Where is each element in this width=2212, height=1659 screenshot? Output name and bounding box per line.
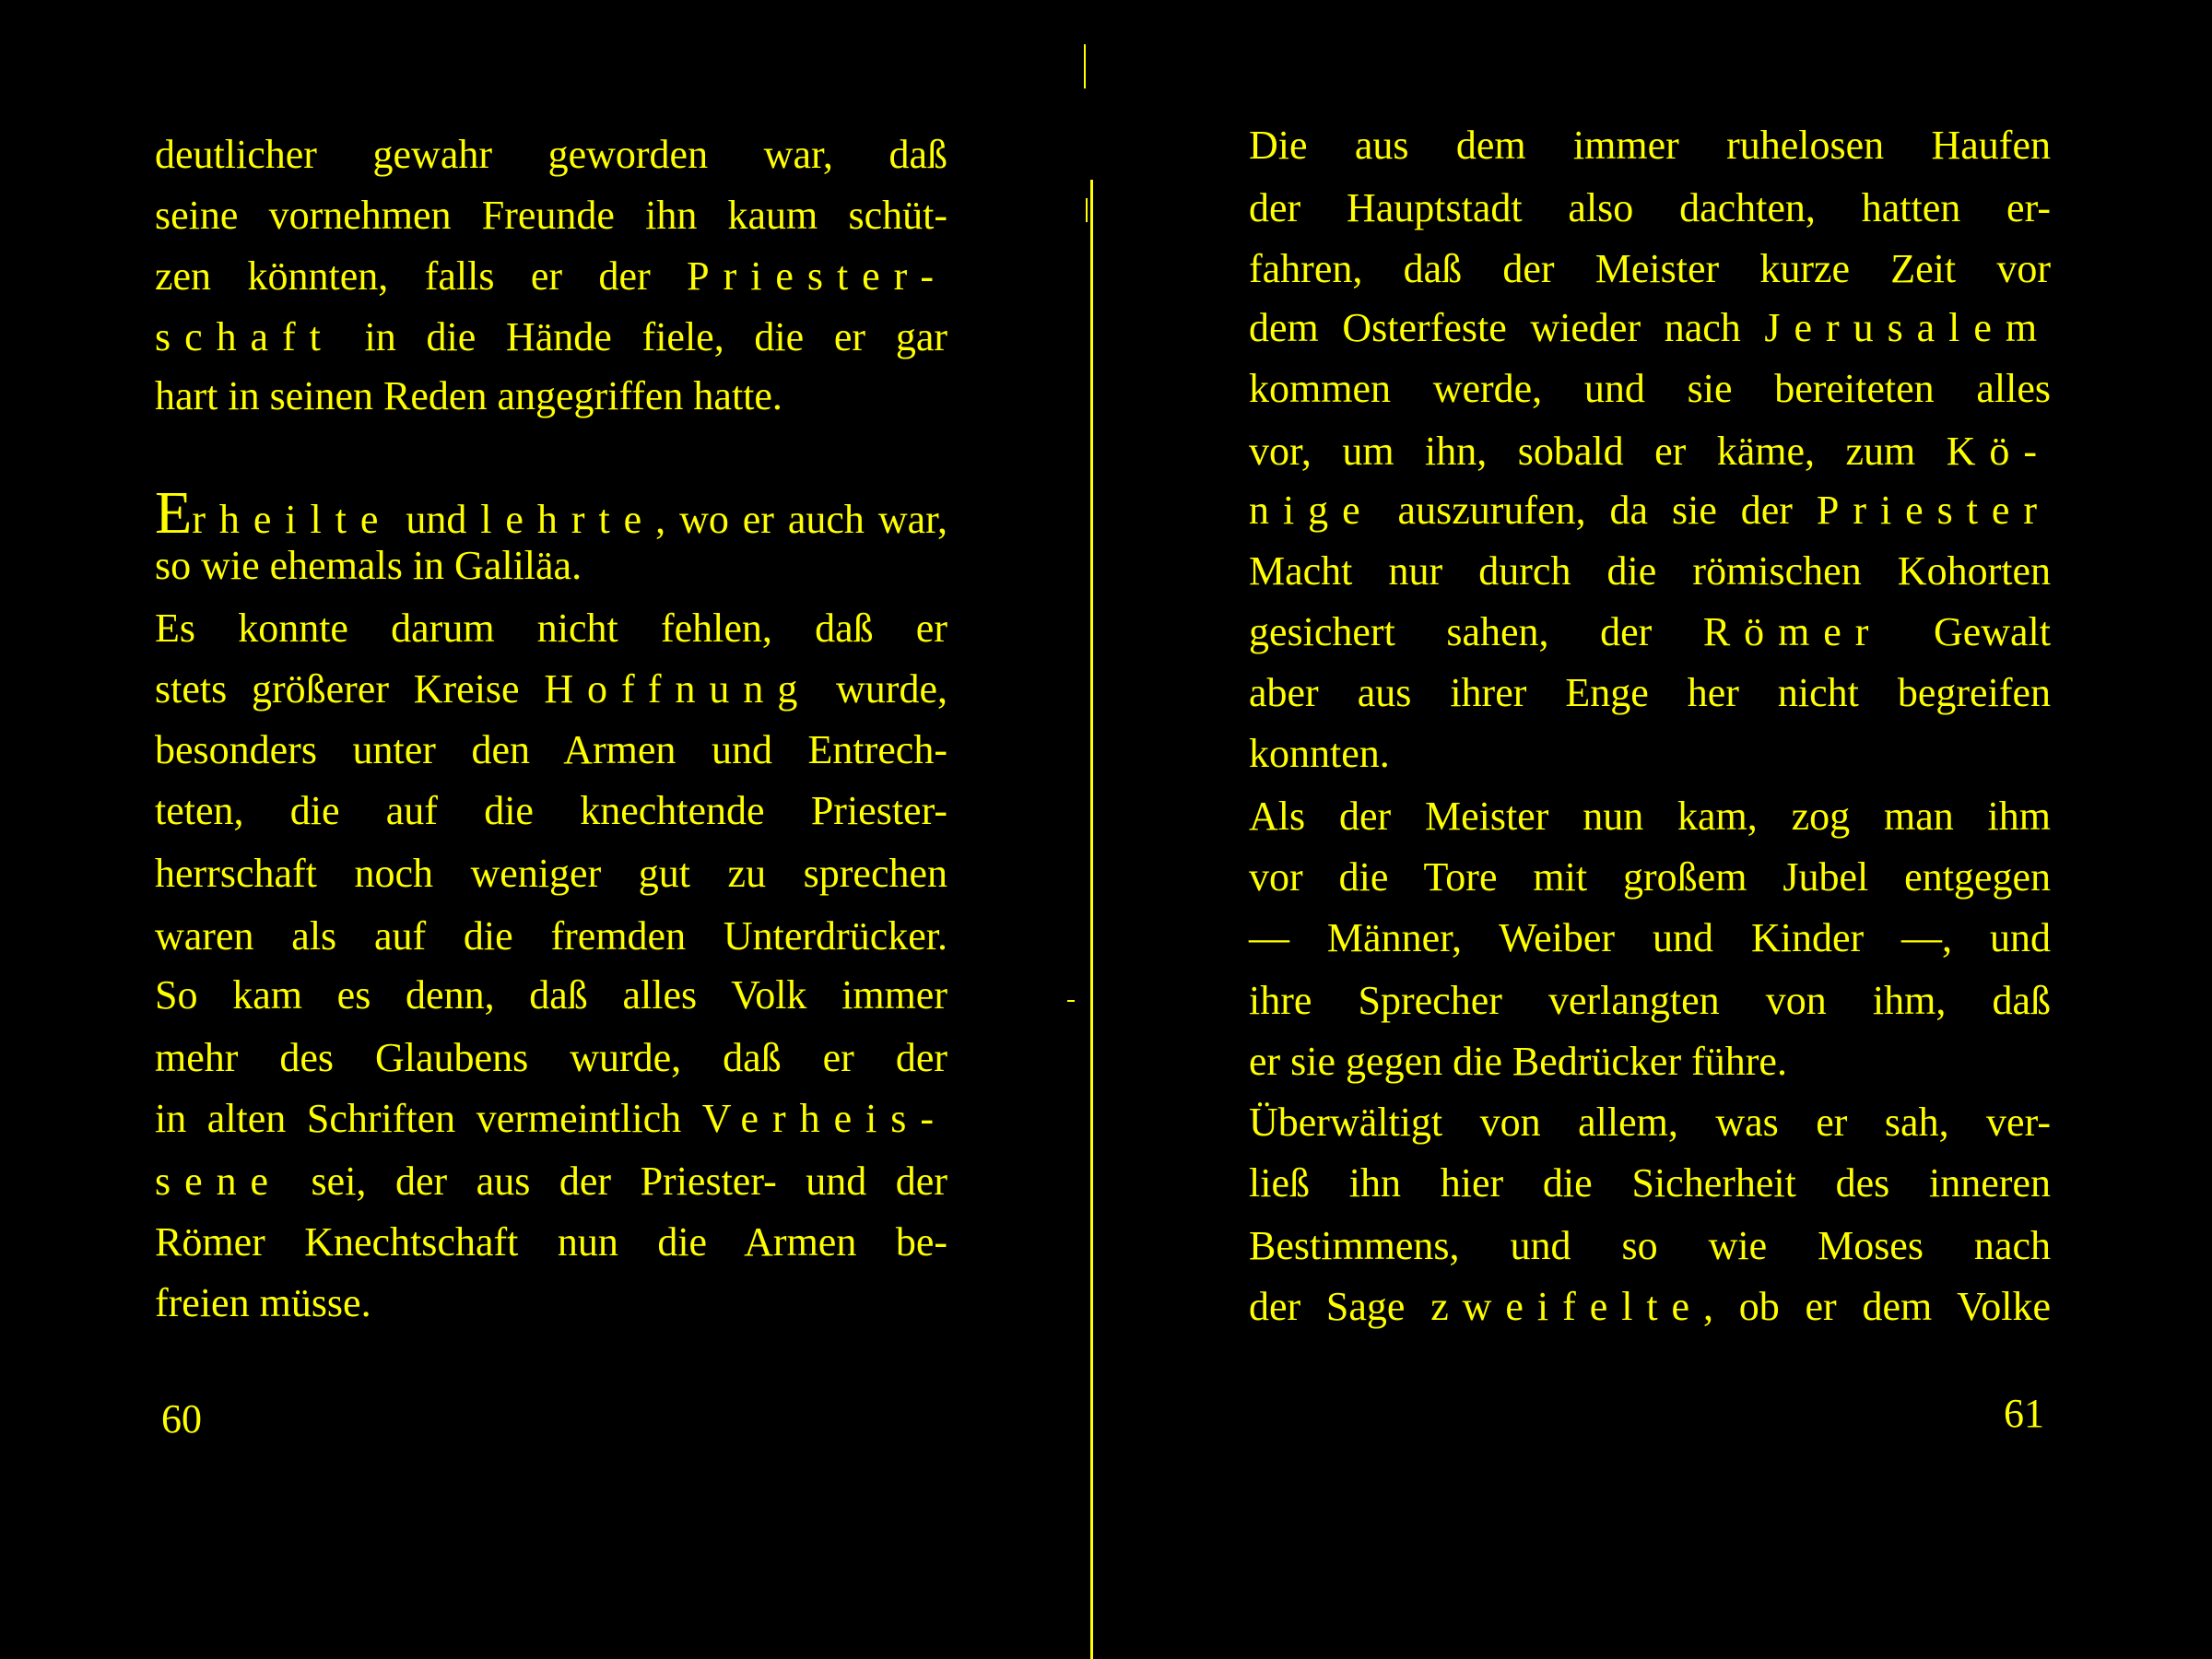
text-line [1249, 305, 2051, 359]
text-line [1249, 1284, 2051, 1338]
text-line [1249, 731, 2051, 785]
text-segment: Als der Meister nun kam, zog man ihm [1249, 794, 2051, 839]
spaced-emphasis: Hoffnung [544, 666, 812, 712]
text-segment: und [392, 497, 481, 542]
text-segment: hart in seinen Reden angegriffen hatte. [155, 373, 782, 418]
text-line [155, 666, 947, 721]
text-line [155, 253, 947, 308]
left-page [0, 0, 1078, 1659]
text-segment: teten, die auf die knechtende Priester- [155, 788, 947, 833]
text-line [155, 132, 947, 186]
spaced-emphasis: sene [155, 1159, 283, 1204]
spaced-emphasis: zweifelte [1430, 1284, 1704, 1329]
dust-mark [1086, 198, 1088, 222]
text-line [1249, 246, 2051, 300]
text-segment: dem Osterfeste wieder nach [1249, 305, 1765, 350]
text-line [1249, 609, 2051, 664]
text-segment: er sie gegen die Bedrücker führe. [1249, 1039, 1787, 1084]
spaced-emphasis: Priester- [687, 253, 947, 299]
text-segment: stets größerer Kreise [155, 666, 545, 712]
text-line [155, 853, 947, 905]
text-line [1249, 366, 2051, 420]
spaced-emphasis: nige [1249, 488, 1374, 533]
text-line [1249, 1223, 2051, 1277]
text-segment: kommen werde, und sie bereiteten alles [1249, 366, 2051, 411]
text-segment: vor die Tore mit großem Jubel entgegen [1249, 854, 2051, 900]
text-line [1249, 854, 2051, 909]
text-segment: sei, der aus der Priester- und der [282, 1159, 947, 1204]
text-line [155, 1161, 947, 1213]
text-segment: Überwältigt von allem, was er sah, ver- [1249, 1100, 2051, 1145]
dust-mark [1067, 1000, 1075, 1002]
text-line [155, 1096, 947, 1150]
spaced-emphasis: Verheis- [701, 1096, 947, 1141]
text-segment: zen könnten, falls er der [155, 253, 688, 299]
text-line [155, 373, 947, 428]
text-line [155, 479, 948, 547]
text-segment: aber aus ihrer Enge her nicht begreifen [1249, 670, 2051, 715]
text-segment: deutlicher gewahr geworden war, daß [155, 132, 947, 177]
text-line [155, 727, 947, 782]
text-line [1249, 978, 2051, 1032]
right-page [1097, 0, 2212, 1659]
gutter-rule [1090, 180, 1093, 1659]
text-segment: gesichert sahen, der [1249, 609, 1703, 654]
spaced-emphasis: Jerusalem [1764, 305, 2051, 350]
text-segment: Gewalt [1882, 609, 2051, 654]
text-line [1249, 548, 2051, 603]
text-line [1249, 490, 2051, 542]
text-line [1249, 670, 2051, 724]
text-segment: — Männer, Weiber und Kinder —, und [1249, 915, 2051, 960]
text-segment: freien müsse. [155, 1280, 371, 1325]
text-line [1249, 431, 2051, 483]
text-segment: in alten Schriften vermeintlich [155, 1096, 702, 1141]
text-segment: , ob er dem Volke [1703, 1284, 2051, 1329]
page-number-right: 61 [2004, 1391, 2044, 1436]
text-line [1249, 796, 2051, 848]
text-line [155, 608, 947, 660]
text-segment: in die Hände fiele, die er gar [334, 314, 947, 359]
text-segment: wurde, [811, 666, 947, 712]
text-segment: der Sage [1249, 1284, 1431, 1329]
text-segment: konnten. [1249, 731, 1390, 776]
text-line [155, 543, 947, 597]
spaced-emphasis: Kö- [1946, 429, 2051, 474]
text-segment: Bestimmens, und so wie Moses nach [1249, 1223, 2051, 1268]
text-line [155, 913, 947, 968]
text-line [1249, 125, 2051, 177]
text-segment: ihre Sprecher verlangten von ihm, daß [1249, 978, 2051, 1023]
text-segment: vor, um ihn, sobald er käme, zum [1249, 429, 1947, 474]
text-line [1249, 1160, 2051, 1215]
text-segment: , wo er auch war, [655, 497, 948, 542]
text-line [155, 195, 947, 247]
text-segment: mehr des Glaubens wurde, daß er der [155, 1035, 947, 1080]
spaced-emphasis: schaft [155, 314, 335, 359]
text-segment: So kam es denn, daß alles Volk immer [155, 972, 947, 1018]
text-line [155, 1219, 947, 1274]
text-line [155, 1280, 947, 1335]
text-segment: auszurufen, da sie der [1373, 488, 1817, 533]
text-segment: der Hauptstadt also dachten, hatten er- [1249, 185, 2051, 230]
text-line [1249, 915, 2051, 970]
text-segment: so wie ehemals in Galiläa. [155, 543, 582, 588]
spaced-emphasis: heilte [218, 497, 393, 542]
text-line [155, 314, 947, 369]
text-line [1249, 1102, 2051, 1154]
text-segment: Römer Knechtschaft nun die Armen be- [155, 1219, 947, 1265]
text-segment: Es konnte darum nicht fehlen, daß er [155, 606, 947, 651]
text-line [155, 972, 947, 1027]
text-segment: Macht nur durch die römischen Kohorten [1249, 548, 2051, 594]
text-segment: waren als auf die fremden Unterdrücker. [155, 913, 947, 959]
text-line [1249, 185, 2051, 240]
text-segment: herrschaft noch weniger gut zu sprechen [155, 851, 947, 896]
text-segment: fahren, daß der Meister kurze Zeit vor [1249, 246, 2051, 291]
text-segment: seine vornehmen Freunde ihn kaum schüt- [155, 193, 947, 238]
spaced-emphasis: Priester [1816, 488, 2051, 533]
text-line [1249, 1041, 2051, 1093]
spaced-emphasis: lehrte [480, 497, 656, 542]
text-line [155, 788, 947, 842]
spaced-emphasis: Römer [1702, 609, 1883, 654]
text-line [155, 1035, 947, 1089]
drop-cap: E [155, 479, 193, 547]
text-segment: ließ ihn hier die Sicherheit des inneren [1249, 1160, 2051, 1206]
text-segment: Die aus dem immer ruhelosen Haufen [1249, 123, 2051, 168]
text-segment: r [192, 497, 219, 542]
dust-mark [1084, 44, 1086, 88]
text-segment: besonders unter den Armen und Entrech- [155, 727, 947, 772]
page-number-left: 60 [161, 1396, 202, 1441]
